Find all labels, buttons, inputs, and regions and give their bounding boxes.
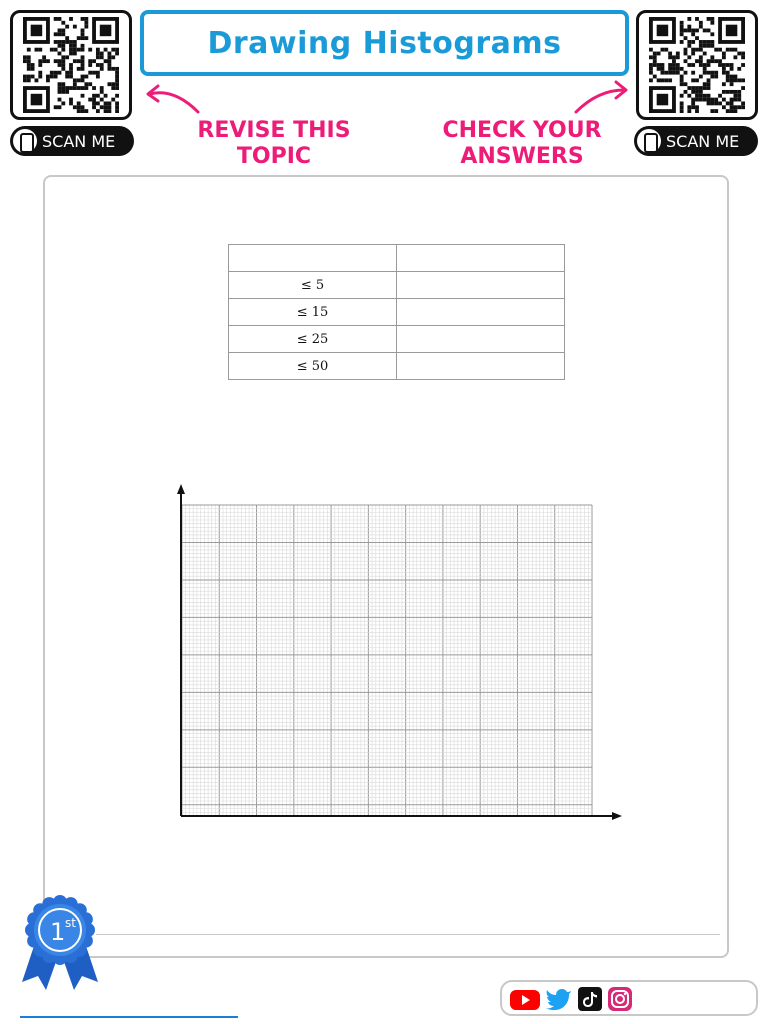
revise-topic-link[interactable]	[186, 118, 362, 170]
histogram-grid[interactable]	[168, 480, 628, 825]
page-title: Drawing Histograms	[207, 25, 562, 61]
phone-icon	[637, 129, 661, 153]
twitter-icon[interactable]	[546, 988, 572, 1010]
answer-cell[interactable]	[397, 353, 565, 380]
qr-code-answers[interactable]	[636, 10, 758, 120]
table-header-cell	[397, 245, 565, 272]
table-row	[229, 326, 565, 353]
footer-link-underline	[20, 1016, 238, 1018]
answer-cell[interactable]	[397, 299, 565, 326]
qr-code-icon	[17, 17, 125, 113]
check-line-1: CHECK YOUR	[442, 118, 602, 143]
answer-cell[interactable]	[397, 326, 565, 353]
social-links-bar	[500, 980, 758, 1016]
x-axis-arrowhead	[612, 812, 622, 820]
table-row	[229, 353, 565, 380]
curved-arrow-icon	[572, 80, 632, 116]
curved-arrow-icon	[142, 82, 202, 116]
check-answers-link[interactable]	[430, 118, 614, 170]
phone-icon	[13, 129, 37, 153]
table-cell: ≤ 25	[229, 326, 397, 353]
graph-paper	[182, 505, 592, 816]
qr-code-icon	[643, 17, 751, 113]
table-header-row	[229, 245, 565, 272]
frequency-table	[228, 244, 565, 380]
table-cell: ≤ 15	[229, 299, 397, 326]
table-cell: ≤ 50	[229, 353, 397, 380]
qr-code-revise[interactable]	[10, 10, 132, 120]
revise-line-1: REVISE THIS	[197, 118, 351, 143]
tiktok-icon[interactable]	[578, 987, 602, 1011]
table-row	[229, 299, 565, 326]
revise-line-2: TOPIC	[236, 144, 312, 169]
check-line-2: ANSWERS	[460, 144, 584, 169]
scan-me-button-right[interactable]	[634, 126, 758, 156]
y-axis-arrowhead	[177, 484, 185, 494]
table-cell: ≤ 5	[229, 272, 397, 299]
footer-divider	[96, 934, 720, 935]
rank-suffix: st	[65, 916, 76, 930]
title-banner	[140, 10, 629, 76]
scan-me-label: SCAN ME	[42, 131, 116, 151]
table-header-cell	[229, 245, 397, 272]
rank-number: 1	[50, 918, 66, 946]
first-place-rosette	[20, 890, 100, 990]
answer-cell[interactable]	[397, 272, 565, 299]
youtube-icon[interactable]	[510, 988, 540, 1010]
table-row	[229, 272, 565, 299]
scan-me-label: SCAN ME	[666, 131, 740, 151]
instagram-icon[interactable]	[608, 987, 632, 1011]
scan-me-button-left[interactable]	[10, 126, 134, 156]
